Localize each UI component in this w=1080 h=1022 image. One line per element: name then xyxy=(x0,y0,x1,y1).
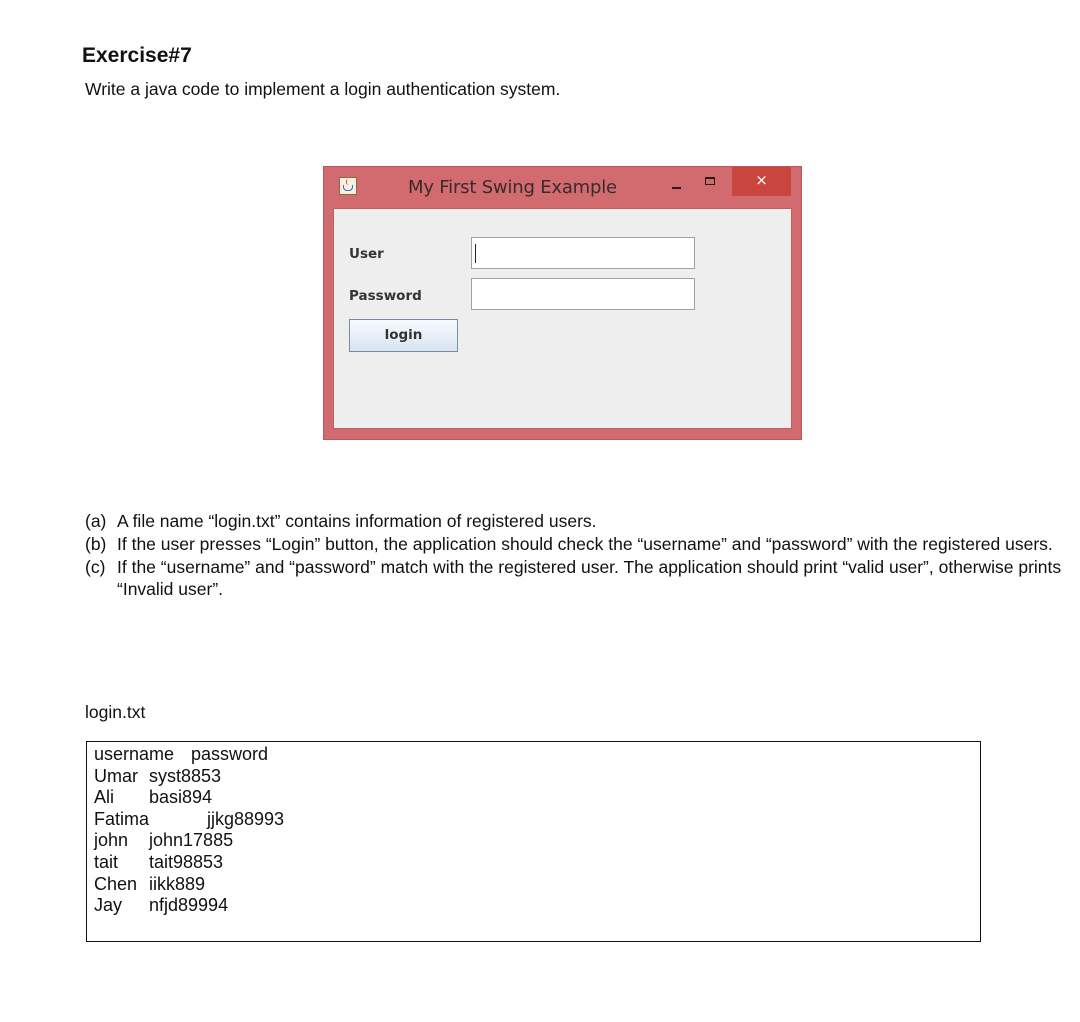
user-input[interactable] xyxy=(471,237,695,269)
list-item xyxy=(85,510,1075,532)
window-title: My First Swing Example xyxy=(408,177,617,198)
cell-password: basi894 xyxy=(149,787,213,808)
close-button[interactable] xyxy=(732,167,791,196)
table-header xyxy=(94,744,980,766)
list-item xyxy=(85,533,1075,555)
window-content xyxy=(333,208,792,429)
file-name-label: login.txt xyxy=(85,702,146,722)
cell-password: tait98853 xyxy=(149,851,224,872)
item-text: A file name “login.txt” contains information of registered users. xyxy=(117,511,597,531)
table-row xyxy=(94,895,980,917)
cell-password: syst8853 xyxy=(149,765,222,786)
maximize-button[interactable] xyxy=(700,173,722,193)
exercise-title: Exercise#7 xyxy=(82,44,192,67)
login-button[interactable]: login xyxy=(349,319,458,352)
cell-password: nfjd89994 xyxy=(149,895,229,916)
table-row xyxy=(94,766,980,788)
password-label: Password xyxy=(349,288,422,304)
cell-username: Umar xyxy=(94,765,138,786)
close-icon: × xyxy=(755,171,768,189)
item-text: If the “username” and “password” match with the registered user. The application should print “valid user”, otherwise prints “Invalid user”. xyxy=(117,557,1062,599)
cell-password: iikk889 xyxy=(149,873,206,894)
table-row xyxy=(94,787,980,809)
login-file-table xyxy=(86,741,981,942)
item-text: If the user presses “Login” button, the application should check the “username” and “password” with the registered users. xyxy=(117,534,1053,554)
password-input[interactable] xyxy=(471,278,695,310)
cell-username: john xyxy=(94,830,129,851)
table-row xyxy=(94,852,980,874)
cell-password: jjkg88993 xyxy=(207,808,285,829)
table-row xyxy=(94,809,980,831)
cell-username: tait xyxy=(94,851,119,872)
item-marker: (b) xyxy=(85,534,107,554)
cell-username: Chen xyxy=(94,873,138,894)
requirements-list xyxy=(85,510,1075,601)
table-row xyxy=(94,830,980,852)
header-password: password xyxy=(191,744,269,764)
item-marker: (c) xyxy=(85,557,106,577)
exercise-intro: Write a java code to implement a login authentication system. xyxy=(85,79,561,99)
text-caret xyxy=(475,244,476,263)
table-row xyxy=(94,874,980,896)
item-marker: (a) xyxy=(85,511,107,531)
cell-password: john17885 xyxy=(149,830,234,851)
list-item xyxy=(85,556,1075,600)
minimize-button[interactable] xyxy=(666,177,688,197)
java-cup-icon xyxy=(339,177,357,195)
user-label: User xyxy=(349,246,384,262)
cell-username: Ali xyxy=(94,787,115,808)
cell-username: Fatima xyxy=(94,808,150,829)
swing-window xyxy=(323,166,802,440)
window-titlebar[interactable] xyxy=(324,167,801,208)
header-username: username xyxy=(94,744,175,764)
cell-username: Jay xyxy=(94,895,123,916)
